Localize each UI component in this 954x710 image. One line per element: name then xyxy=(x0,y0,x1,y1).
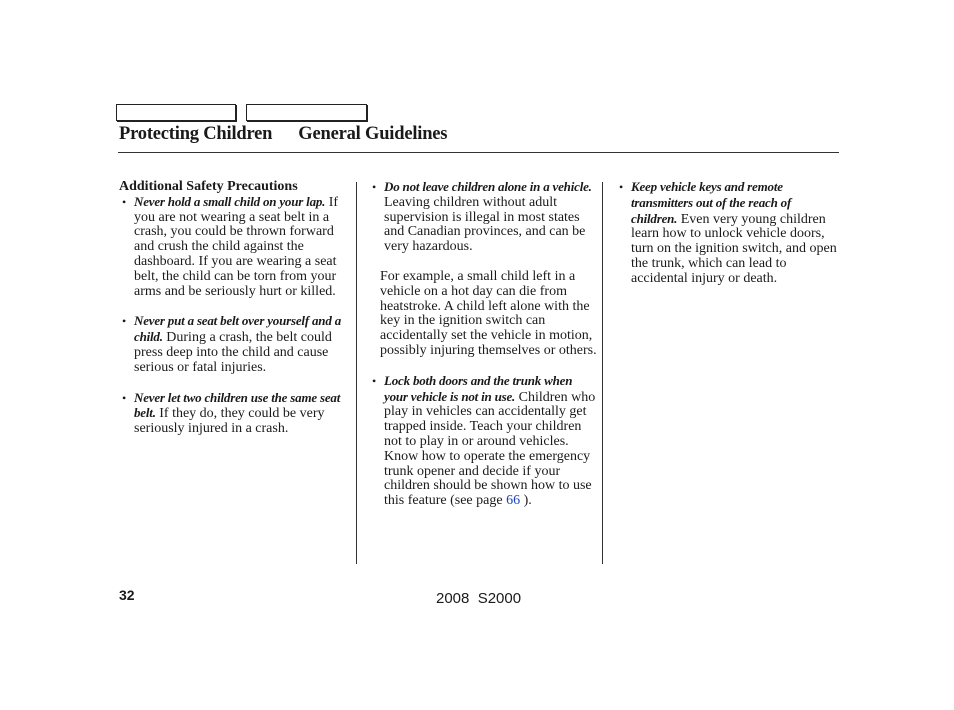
bullet-icon: • xyxy=(122,390,127,405)
bullet-icon: • xyxy=(372,180,377,194)
section-title: Protecting Children xyxy=(119,124,273,144)
column-3 xyxy=(616,180,838,287)
bullet-icon: • xyxy=(619,180,624,194)
item-text: If you are not wearing a seat belt in a crash, you could be thrown forward and crush the child against the dashboard. If you are wearing a seat belt, the child can be torn from your arms and be seriously hurt or killed. xyxy=(134,194,339,299)
item-lead: Never put a seat belt over yourself and a child. xyxy=(134,313,341,345)
item-lead: Keep vehicle keys and remote transmitters out of the reach of children. xyxy=(631,179,792,226)
column-divider xyxy=(602,182,603,564)
bullet-icon: • xyxy=(372,373,377,388)
bullet-icon: • xyxy=(122,194,127,209)
item-lead: Lock both doors and the trunk when your vehicle is not in use. xyxy=(384,372,573,404)
page-link[interactable]: 66 xyxy=(506,493,521,509)
nav-button-previous[interactable] xyxy=(116,104,236,121)
item-lead: Never let two children use the same seat belt. xyxy=(134,389,341,421)
paragraph: For example, a small child left in a vehicle on a hot day can die from heatstroke. A child left alone with the key in the ignition switch can accidentally set the vehicle in motion, possibly injuring themselves or others. xyxy=(380,268,597,358)
column-2 xyxy=(369,180,597,509)
list-item xyxy=(369,180,597,255)
item-lead: Do not leave children alone in a vehicle. xyxy=(384,179,592,194)
nav-button-index[interactable] xyxy=(246,104,367,121)
item-text: Even very young children learn how to unlock vehicle doors, turn on the ignition switch, and open the trunk, which can lead to accidental injury or death. xyxy=(631,211,837,286)
item-text: Children who play in vehicles can accidentally get trapped inside. Teach your children not to play in or around vehicles. Know how to operate the emergency trunk opener and decide if your children should be shown how to use this feature (see page xyxy=(384,389,596,509)
column-1 xyxy=(119,180,351,437)
column-divider xyxy=(356,182,357,564)
header-divider xyxy=(118,152,839,153)
item-text-end: ). xyxy=(520,493,532,509)
section-heading: Additional Safety Precautions xyxy=(119,179,298,194)
list-item xyxy=(119,195,351,300)
bullet-icon: • xyxy=(122,314,127,329)
item-text: Leaving children without adult supervision is illegal in most states and Canadian provinces, and can be very hazardous. xyxy=(384,194,586,255)
item-text: During a crash, the belt could press deep into the child and cause serious or fatal injuries. xyxy=(134,330,332,375)
list-item xyxy=(616,180,838,287)
item-lead: Never hold a small child on your lap. xyxy=(134,193,326,209)
item-text: If they do, they could be very seriously injured in a crash. xyxy=(134,406,325,437)
page-header xyxy=(119,124,447,145)
subsection-title: General Guidelines xyxy=(298,124,448,144)
model-label: 2008 S2000 xyxy=(436,590,522,607)
page-number: 32 xyxy=(119,587,135,603)
list-item xyxy=(119,314,351,375)
list-item xyxy=(119,391,351,437)
list-item xyxy=(369,374,597,509)
